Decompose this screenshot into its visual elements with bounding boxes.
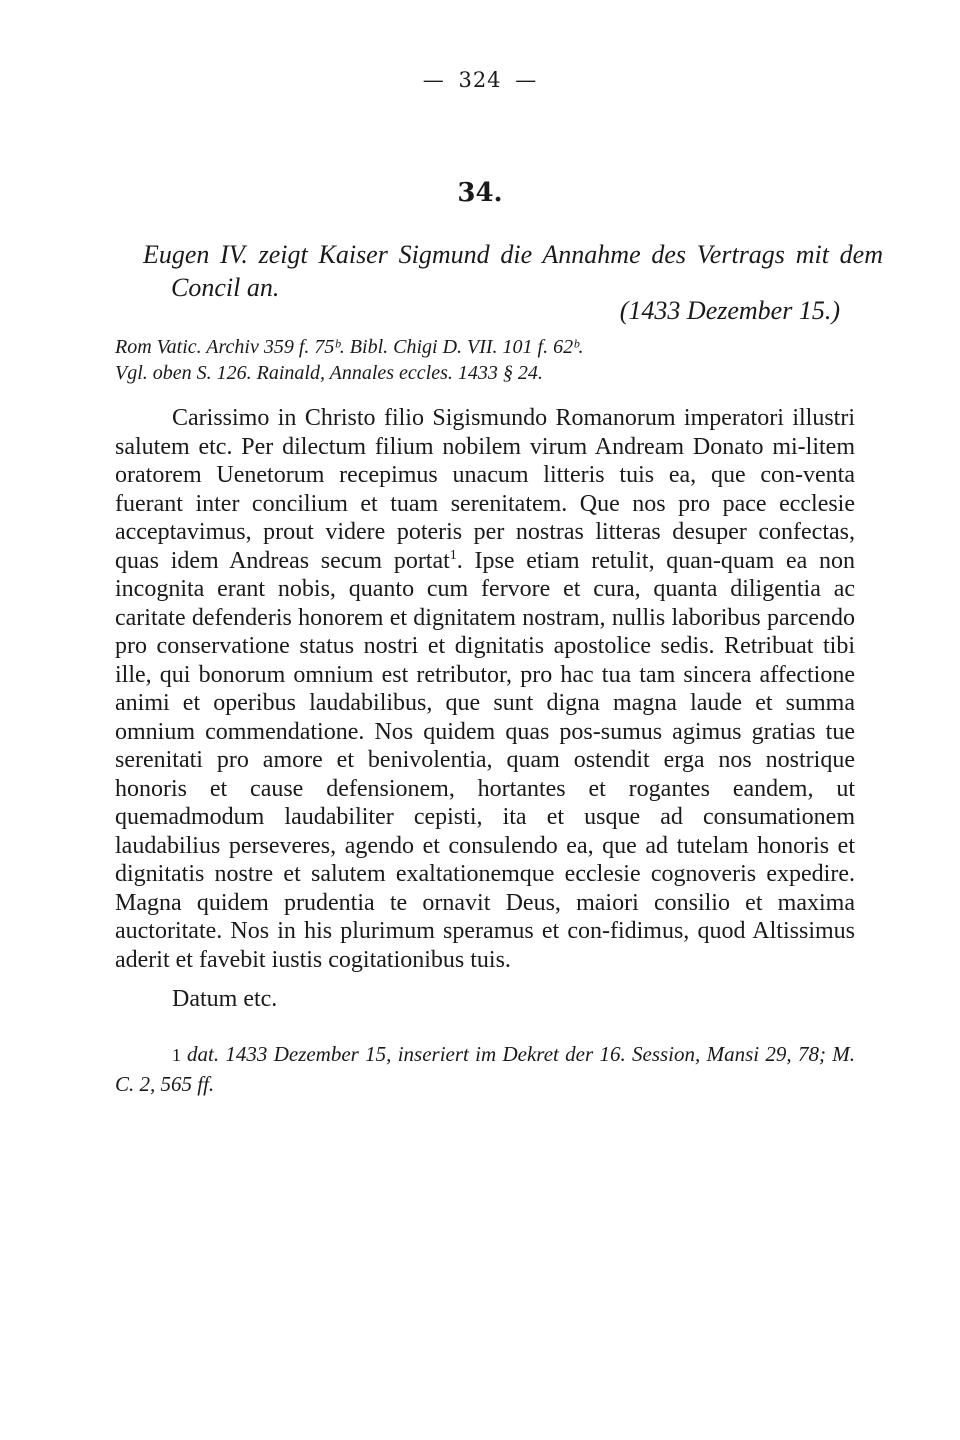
footnote-reference: 1 — [449, 547, 457, 563]
footnote-text: dat. 1433 Dezember 15, inseriert im Dekret der 16. Session, Mansi 29, 78; M. C. 2, 565 ff. — [115, 1042, 855, 1096]
document-date: (1433 Dezember 15.) — [619, 296, 840, 325]
source-line: Vgl. oben S. 126. Rainald, Annales eccles. 1433 § 24. — [115, 362, 543, 384]
letter-closing: Datum etc. — [172, 986, 278, 1012]
document-heading: Eugen IV. zeigt Kaiser Sigmund die Annahme des Vertrags mit dem Concil an. — [143, 240, 883, 302]
footnote — [115, 1040, 855, 1099]
letter-text: Carissimo in Christo filio Sigismundo Romanorum imperatori illustri salutem etc. Per dilectum filium nobilem virum Andream Donato mi-litem oratorem Uenetorum recepimus unacum litteris tuis ea, que con-venta fuerant inter concilium et tuam serenitatem. Que nos pro pace ecclesie acceptavimus, prout videre poteris per nostras litteras desuper confectas, quas idem Andreas secum portat — [115, 405, 855, 574]
page-number: — 324 — — [422, 68, 538, 92]
footnote-marker: 1 — [172, 1045, 181, 1065]
source-line: Rom Vatic. Archiv 359 f. 75ᵇ. Bibl. Chigi D. VII. 101 f. 62ᵇ. — [115, 336, 584, 358]
document-number: 34. — [457, 178, 503, 208]
source-references — [115, 334, 855, 386]
letter-body — [115, 404, 855, 974]
letter-text: . Ipse etiam retulit, quan-quam ea non incognita erant nobis, quanto cum fervore et cura, quanta diligentia ac caritate defenderis honorem et dignitatem nostram, nullis laboribus parcendo pro conservatione status nostri et dignitatis apostolice sedis. Retribuat tibi ille, qui bonorum omnium est retributor, pro hac tua tam sincera affectione animi et operibus laudabilibus, que sunt digna magna laude et summa omnium commendatione. Nos quidem quas pos-sumus agimus gratias tue serenitati pro amore et benivolentia, quam ostendit erga nos nostrique honoris et cause defensionem, hortantes et rogantes eandem, ut quemadmodum laudabiliter cepisti, ita et usque ad consumationem laudabilius perseveres, agendo et consulendo ea, que ad tutelam honoris et dignitatis nostre et salutem exaltationemque ecclesie cognoveris expedire. Magna quidem prudentia te ornavit Deus, maiori consilio et maxima auctoritate. Nos in his plurimum speramus et con-fidimus, quod Altissimus aderit et favebit iustis cogitationibus tuis. — [115, 547, 855, 973]
